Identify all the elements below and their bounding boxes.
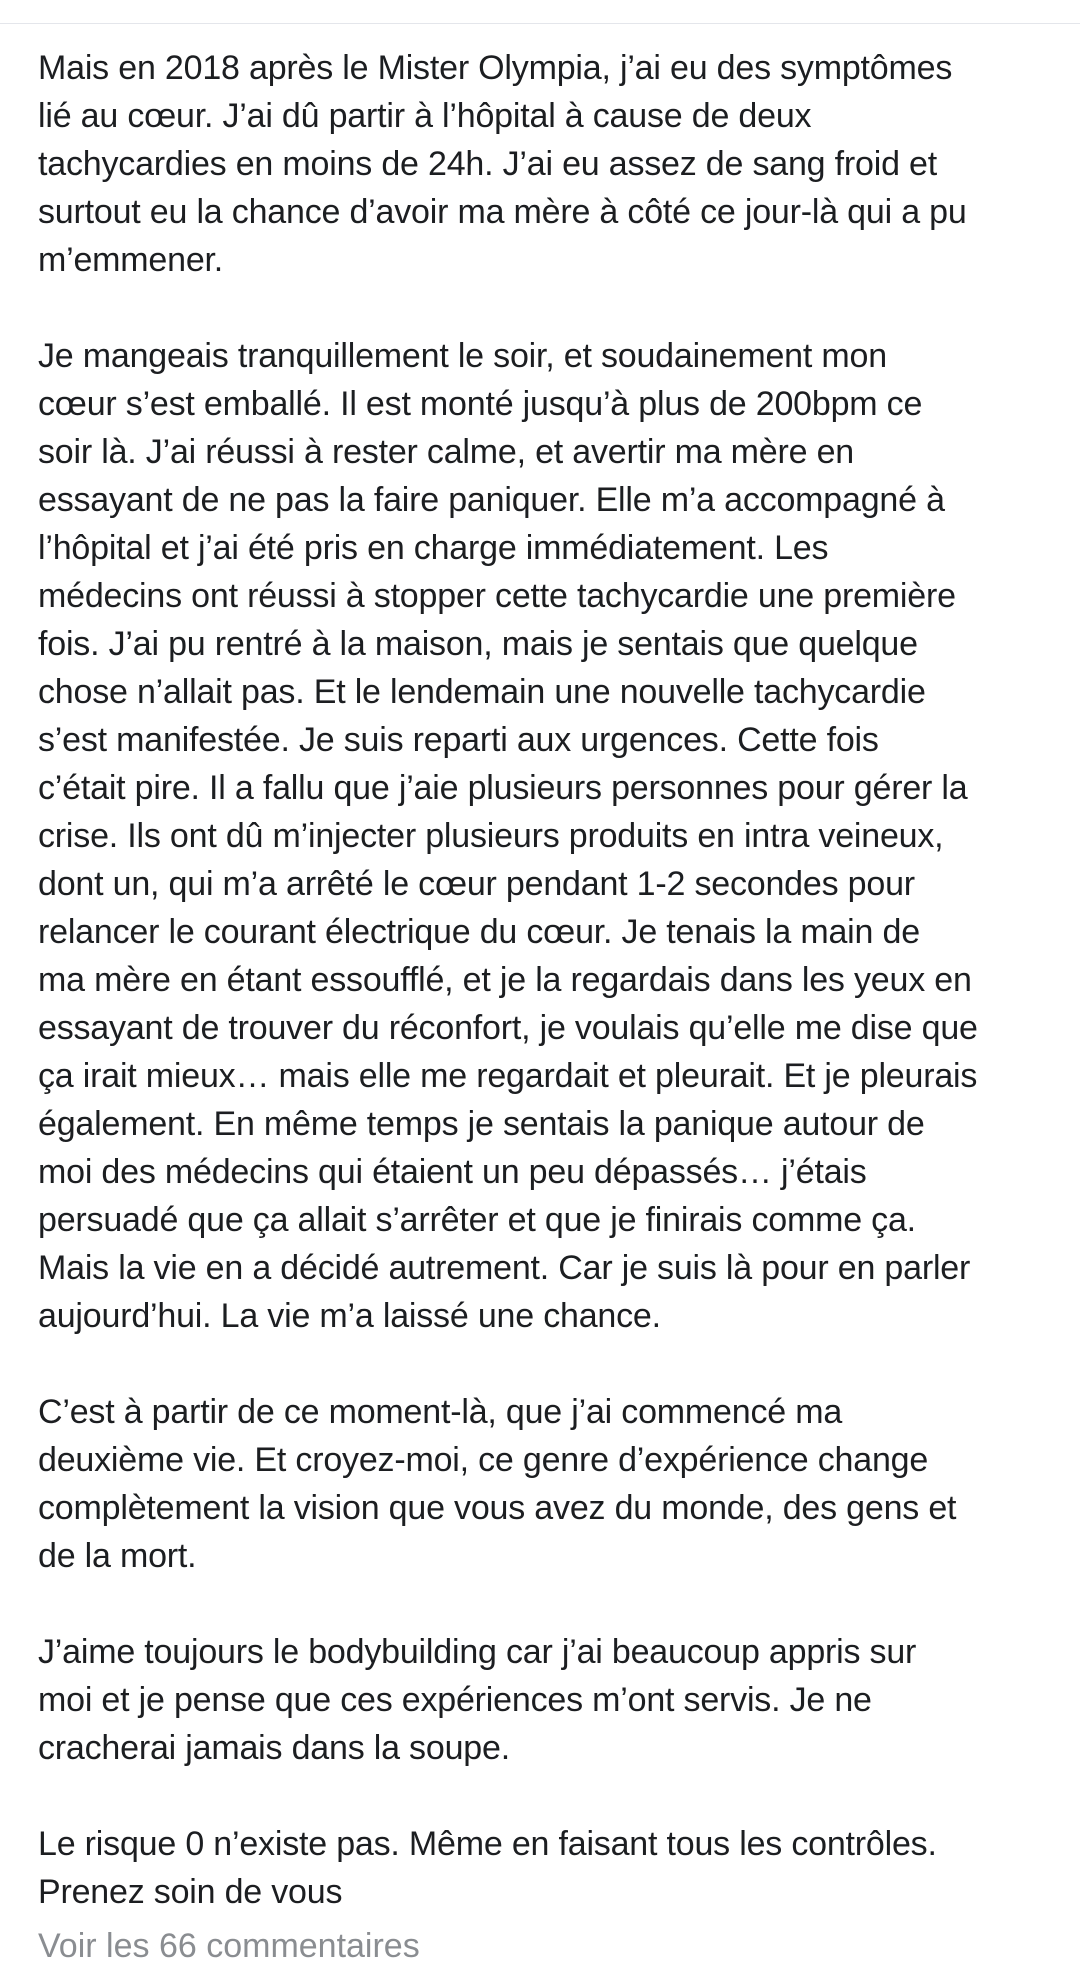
top-divider [0, 23, 1080, 24]
caption-paragraph-3: C’est à partir de ce moment-là, que j’ai commencé ma deuxième vie. Et croyez-moi, ce genre d’expérience change complètement la vision que vous avez du monde, des gens et de la mort. [38, 1393, 957, 1575]
caption-paragraph-4: J’aime toujours le bodybuilding car j’ai beaucoup appris sur moi et je pense que ces expériences m’ont servis. Je ne cracherai jamais dans la soupe. [38, 1633, 917, 1767]
caption-paragraph-5: Le risque 0 n’existe pas. Même en faisant tous les contrôles. Prenez soin de vous [38, 1825, 937, 1911]
caption-paragraph-1: Mais en 2018 après le Mister Olympia, j’ai eu des symptômes lié au cœur. J’ai dû partir à l’hôpital à cause de deux tachycardies en moins de 24h. J’ai eu assez de sang froid et surtout eu la chance d’avoir ma mère à côté ce jour-là qui a pu m’emmener. [38, 49, 967, 279]
caption-paragraph-2: Je mangeais tranquillement le soir, et soudainement mon cœur s’est emballé. Il est monté jusqu’à plus de 200bpm ce soir là. J’ai réussi à rester calme, et avertir ma mère en essayant de ne pas la faire paniquer. Elle m’a accompagné à l’hôpital et j’ai été pris en charge immédiatement. Les médecins ont réussi à stopper cette tachycardie une première fois. J’ai pu rentré à la maison, mais je sentais que quelque chose n’allait pas. Et le lendemain une nouvelle tachycardie s’est manifestée. Je suis reparti aux urgences. Cette fois c’était pire. Il a fallu que j’aie plusieurs personnes pour gérer la crise. Ils ont dû m’injecter plusieurs produits en intra veineux, dont un, qui m’a arrêté le cœur pendant 1-2 secondes pour relancer le courant électrique du cœur. Je tenais la main de ma mère en étant essoufflé, et je la regardais dans les yeux en essayant de trouver du réconfort, je voulais qu’elle me dise que ça irait mieux… mais elle me regardait et pleurait. Et je pleurais également. En même temps je sentais la panique autour de moi des médecins qui étaient un peu dépassés… j’étais persuadé que ça allait s’arrêter et que je finirais comme ça. Mais la vie en a décidé autrement. Car je suis là pour en parler aujourd’hui. La vie m’a laissé une chance. [38, 337, 978, 1335]
post-caption [38, 44, 1058, 1916]
view-comments-link[interactable]: Voir les 66 commentaires [38, 1927, 420, 1965]
